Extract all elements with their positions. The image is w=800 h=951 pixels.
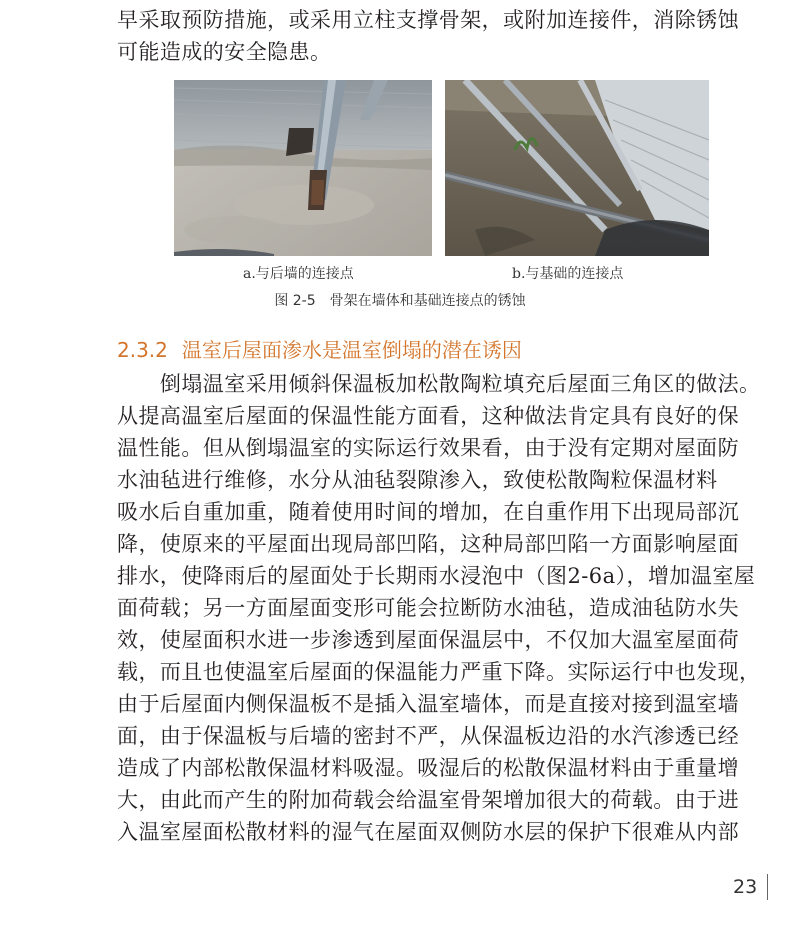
section-title: 温室后屋面渗水是温室倒塌的潜在诱因 bbox=[181, 338, 522, 362]
body-line-14: 大，由此而产生的附加荷载会给温室骨架增加很大的荷载。由于进 bbox=[117, 788, 740, 812]
body-line-1: 倒塌温室采用倾斜保温板加松散陶粒填充后屋面三角区的做法。 bbox=[117, 372, 761, 396]
body-line-15: 入温室屋面松散材料的湿气在屋面双侧防水层的保护下很难从内部 bbox=[117, 820, 740, 844]
body-line-9: 效，使屋面积水进一步渗透到屋面保温层中，不仅加大温室屋面荷 bbox=[117, 628, 740, 652]
photo-rear-wall-connection bbox=[174, 80, 432, 256]
body-line-3: 温性能。但从倒塌温室的实际运行效果看，由于没有定期对屋面防 bbox=[117, 436, 740, 460]
section-heading bbox=[117, 334, 522, 363]
body-line-13: 造成了内部松散保温材料吸湿。吸湿后的松散保温材料由于重量增 bbox=[117, 756, 740, 780]
body-line-12: 面，由于保温板与后墙的密封不严，从保温板边沿的水汽渗透已经 bbox=[117, 724, 740, 748]
body-line-5: 吸水后自重加重，随着使用时间的增加，在自重作用下出现局部沉 bbox=[117, 500, 740, 524]
body-line-2: 从提高温室后屋面的保温性能方面看，这种做法肯定具有良好的保 bbox=[117, 404, 740, 428]
body-line-10: 载，而且也使温室后屋面的保温能力严重下降。实际运行中也发现， bbox=[117, 660, 761, 684]
photo-foundation-connection bbox=[445, 80, 709, 256]
figure-subcaption-a: a.与后墙的连接点 bbox=[243, 266, 354, 282]
intro-line-2: 可能造成的安全隐患。 bbox=[117, 40, 332, 64]
intro-line-1: 早采取预防措施，或采用立柱支撑骨架，或附加连接件，消除锈蚀 bbox=[117, 8, 740, 32]
section-number: 2.3.2 bbox=[117, 338, 168, 362]
body-line-4: 水油毡进行维修，水分从油毡裂隙渗入，致使松散陶粒保温材料 bbox=[117, 468, 718, 492]
figure-subcaption-b: b.与基础的连接点 bbox=[512, 266, 624, 282]
figure-caption: 图 2-5 骨架在墙体和基础连接点的锈蚀 bbox=[274, 293, 526, 309]
body-line-11: 由于后屋面内侧保温板不是插入温室墙体，而是直接对接到温室墙 bbox=[117, 692, 740, 716]
body-line-6: 降，使原来的平屋面出现局部凹陷，这种局部凹陷一方面影响屋面 bbox=[117, 532, 740, 556]
page-number-rule bbox=[767, 874, 768, 900]
page-number: 23 bbox=[733, 876, 758, 898]
body-line-8: 面荷载；另一方面屋面变形可能会拉断防水油毡，造成油毡防水失 bbox=[117, 596, 740, 620]
body-line-7: 排水，使降雨后的屋面处于长期雨水浸泡中（图2-6a），增加温室屋 bbox=[117, 564, 756, 588]
